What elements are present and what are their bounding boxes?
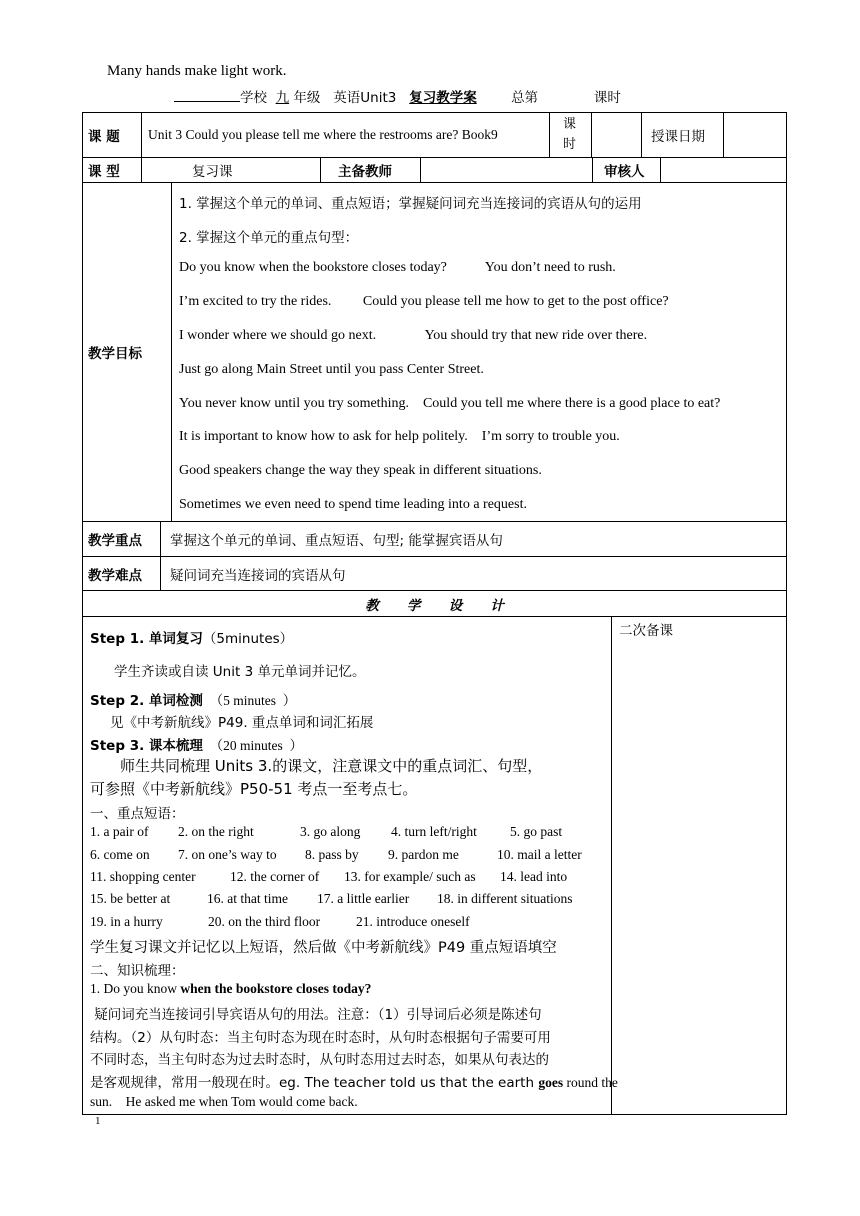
second-prep-label: 二次备课 — [619, 623, 673, 639]
objective-line: You never know until you try something. Could you tell me where there is a good place to eat? — [179, 396, 721, 411]
phrase-item: 8. pass by — [305, 847, 359, 862]
subject: 英语Unit3 — [333, 90, 397, 106]
phrase-item: 7. on one’s way to — [178, 847, 277, 862]
phrase-item: 21. introduce oneself — [356, 914, 470, 929]
objective-line: 1. 掌握这个单元的单词、重点短语；掌握疑问词充当连接词的宾语从句的运用 — [179, 196, 642, 212]
step1-time: （5minutes） — [202, 631, 294, 647]
total-label: 总第 — [511, 90, 539, 106]
phrase-item: 5. go past — [510, 824, 563, 839]
phrase-item: 18. in different situations — [437, 891, 573, 906]
phrase-item: 11. shopping center — [90, 869, 196, 884]
school-label: 学校 — [240, 90, 267, 106]
point1 — [90, 981, 371, 997]
step3-body-line2: 可参照《中考新航线》P50-51 考点一至考点七。 — [90, 780, 418, 798]
explain-line: 结构。（2）从句时态：当主句时态为现在时态时，从句时态根据句子需要可用 — [90, 1030, 551, 1046]
phrase-item: 19. in a hurry — [90, 914, 163, 929]
main-teacher-label: 主备教师 — [338, 164, 392, 180]
key-points-label: 教学重点 — [88, 533, 142, 549]
difficulty-label: 教学难点 — [88, 567, 142, 584]
objective-line: Do you know when the bookstore closes today? You don’t need to rush. — [179, 260, 616, 275]
explain-line: 不同时态，当主句时态为过去时态时，从句时态用过去时态，如果从句表达的 — [90, 1052, 549, 1068]
point1-bold: when the bookstore closes today? — [180, 981, 372, 996]
step2-title: Step 2. 单词检测 — [90, 693, 203, 709]
phrase-item: 9. pardon me — [388, 847, 459, 862]
phrase-item: 10. mail a letter — [497, 847, 582, 862]
phrase-item: 12. the corner of — [230, 869, 320, 884]
phrase-item: 4. turn left/right — [391, 824, 477, 839]
phrase-item: 1. a pair of — [90, 824, 149, 839]
explain-line: 疑问词充当连接词引导宾语从句的用法。注意：（1）引导词后必须是陈述句 — [90, 1007, 542, 1023]
objective-line: I’m excited to try the rides. Could you please tell me how to get to the post office? — [179, 294, 669, 309]
date-label: 授课日期 — [651, 129, 705, 145]
objective-line: Good speakers change the way they speak in different situations. — [179, 463, 542, 478]
step3-time: （20 minutes ） — [209, 738, 304, 753]
type-value: 复习课 — [192, 164, 233, 180]
key-points-value: 掌握这个单元的单词、重点短语、句型; 能掌握宾语从句 — [170, 533, 503, 549]
phrase-item: 17. a little earlier — [317, 891, 410, 906]
explain-4c: round the — [563, 1075, 618, 1090]
topic-value: Unit 3 Could you please tell me where the restrooms are? Book9 — [148, 127, 498, 142]
objective-line: It is important to know how to ask for help politely. I’m sorry to trouble you. — [179, 429, 620, 444]
step1-title: Step 1. 单词复习 — [90, 631, 203, 647]
phrase-item: 14. lead into — [500, 869, 568, 884]
point1-prefix: 1. Do you know — [90, 981, 181, 996]
objective-line: 2. 掌握这个单元的重点句型： — [179, 230, 359, 246]
phrase-item: 13. for example/ such as — [344, 869, 476, 884]
objective-line: Sometimes we even need to spend time leading into a request. — [179, 497, 527, 512]
step2-heading — [90, 689, 296, 709]
step1-heading — [90, 627, 293, 647]
explain-line-example — [90, 1071, 618, 1091]
motto: Many hands make light work. — [107, 63, 287, 79]
section1-heading: 一、重点短语： — [90, 806, 185, 822]
page-number: 1 — [95, 1115, 101, 1127]
explain-4b: goes — [538, 1075, 564, 1090]
reviewer-label: 审核人 — [604, 164, 645, 180]
document-header — [174, 86, 621, 106]
difficulty-value: 疑问词充当连接词的宾语从句 — [170, 567, 346, 584]
grade-label: 年级 — [293, 90, 321, 106]
phrase-item: 3. go along — [300, 824, 361, 839]
objective-line: Just go along Main Street until you pass Center Street. — [179, 362, 484, 377]
design-heading: 教 学 设 计 — [365, 597, 504, 614]
phrase-item: 15. be better at — [90, 891, 171, 906]
school-blank — [174, 89, 240, 102]
topic-label: 课 题 — [88, 129, 120, 145]
phrase-item: 16. at that time — [207, 891, 288, 906]
step1-body: 学生齐读或自读 Unit 3 单元单词并记忆。 — [114, 664, 366, 680]
step3-title: Step 3. 课本梳理 — [90, 738, 203, 754]
step2-time: （5 minutes ） — [209, 693, 297, 708]
objective-line: I wonder where we should go next. You should try that new ride over there. — [179, 328, 648, 343]
phrase-item: 20. on the third floor — [208, 914, 321, 929]
section2-heading: 二、知识梳理： — [90, 963, 185, 979]
step2-body: 见《中考新航线》P49. 重点单词和词汇拓展 — [110, 715, 374, 731]
explain-4a: 是客观规律，常用一般现在时。eg. The teacher told us that the earth — [90, 1075, 539, 1091]
type-label: 课 型 — [88, 164, 120, 180]
period-label: 课时 — [593, 90, 621, 106]
grade-value: 九 — [275, 90, 290, 106]
objectives-label: 教学目标 — [88, 346, 142, 362]
phrase-item: 2. on the right — [178, 824, 254, 839]
step3-heading — [90, 734, 303, 754]
plan-title: 复习教学案 — [409, 90, 477, 106]
period-cell-label: 课 时 — [563, 117, 577, 152]
explain-line: sun. He asked me when Tom would come back. — [90, 1094, 358, 1109]
phrase-item: 6. come on — [90, 847, 150, 862]
step3-body-line1: 师生共同梳理 Units 3.的课文，注意课文中的重点词汇、句型， — [120, 757, 543, 775]
review-note: 学生复习课文并记忆以上短语，然后做《中考新航线》P49 重点短语填空 — [90, 940, 557, 956]
